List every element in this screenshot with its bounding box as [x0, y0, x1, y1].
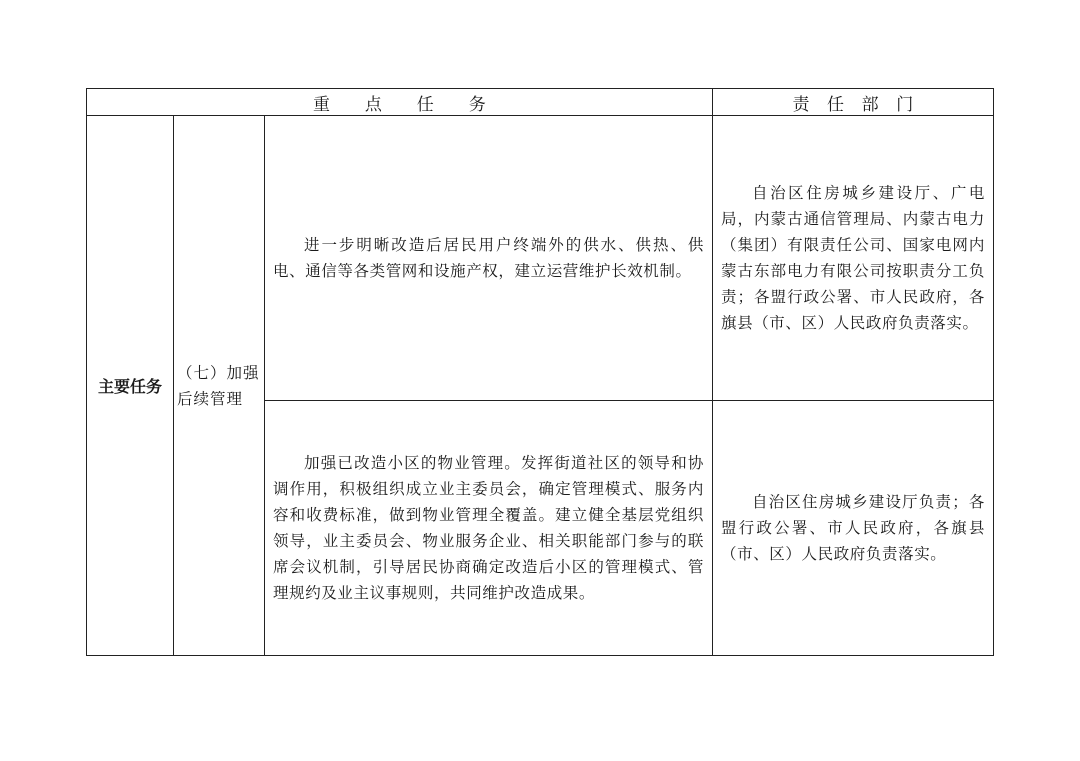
- department-text-row-2: 自治区住房城乡建设厅负责；各盟行政公署、市人民政府，各旗县（市、区）人民政府负责落实。: [721, 493, 985, 563]
- department-cell-row-1: [713, 116, 993, 400]
- department-cell-row-2: [713, 401, 993, 655]
- category-label: [87, 116, 173, 655]
- subcategory-text: （七）加强后续管理: [177, 363, 260, 408]
- subcategory-cell: [174, 116, 264, 655]
- department-text-row-1: 自治区住房城乡建设厅、广电局，内蒙古通信管理局、内蒙古电力（集团）有限责任公司、国家电网内蒙古东部电力有限公司按职责分工负责；各盟行政公署、市人民政府，各旗县（市、区）人民政府负责落实。: [721, 184, 985, 332]
- task-cell-row-1: [265, 116, 712, 400]
- task-text-row-1: 进一步明晰改造后居民用户终端外的供水、供热、供电、通信等各类管网和设施产权，建立运营维护长效机制。: [273, 236, 704, 280]
- header-responsible-department: 责 任 部 门: [792, 94, 914, 115]
- task-table: [86, 88, 994, 656]
- header-key-tasks: 重 点 任 务: [313, 94, 486, 115]
- category-text: 主要任务: [97, 377, 162, 396]
- task-cell-row-2: [265, 401, 712, 655]
- task-text-row-2: 加强已改造小区的物业管理。发挥街道社区的领导和协调作用，积极组织成立业主委员会，确定管理模式、服务内容和收费标准，做到物业管理全覆盖。建立健全基层党组织领导，业主委员会、物业服务企业、相关职能部门参与的联席会议机制，引导居民协商确定改造后小区的管理模式、管理规约及业主议事规则，共同维护改造成果。: [273, 454, 704, 602]
